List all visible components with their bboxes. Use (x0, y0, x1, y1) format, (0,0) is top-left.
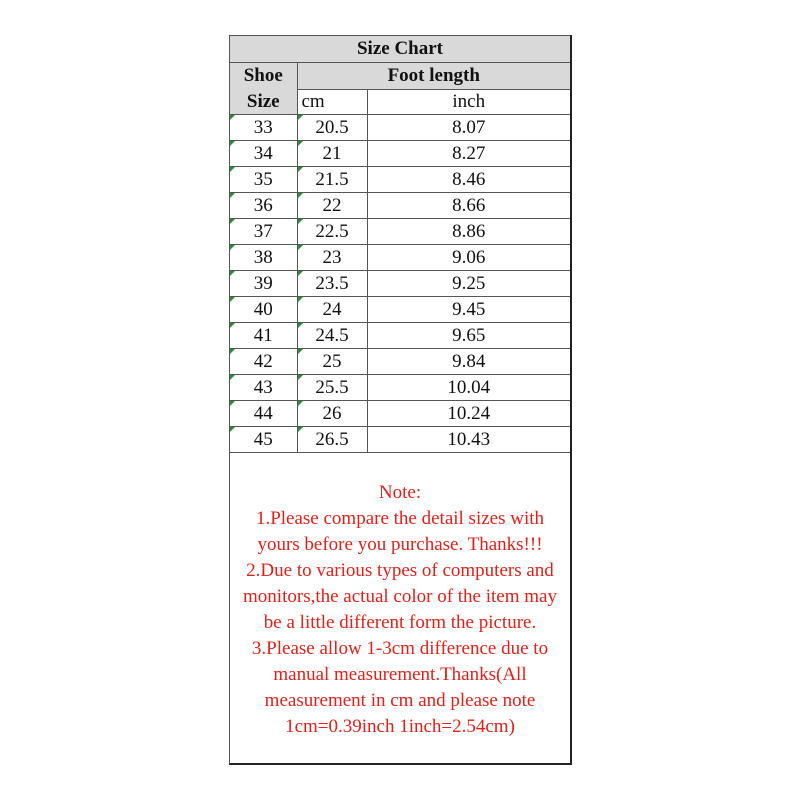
cell-value: 35 (253, 168, 273, 190)
cell-value: 24 (322, 298, 342, 320)
table-row (230, 349, 570, 375)
cell-value: 45 (253, 428, 273, 450)
cell-inch (367, 167, 570, 193)
cell-value: 34 (253, 142, 273, 164)
cell-value: 38 (253, 246, 273, 268)
cell-value: 9.25 (452, 272, 486, 294)
cell-value: 37 (253, 220, 273, 242)
size-chart (229, 35, 572, 765)
cell-cm (297, 271, 367, 297)
cell-value: 36 (253, 194, 273, 216)
cell-value: 8.46 (452, 168, 486, 190)
cell-inch (367, 219, 570, 245)
cell-value: 8.66 (452, 194, 486, 216)
cell-value: 43 (253, 376, 273, 398)
size-table (230, 35, 570, 453)
table-row (230, 115, 570, 141)
cell-marker (230, 297, 235, 302)
cell-marker (230, 401, 235, 406)
chart-title: Size Chart (230, 36, 570, 63)
cell-value: 20.5 (315, 116, 349, 138)
cell-marker (230, 193, 235, 198)
cell-marker (298, 167, 303, 172)
cell-size (230, 245, 297, 271)
table-row (230, 297, 570, 323)
note-line: 3.Please allow 1-3cm difference due to (251, 638, 549, 659)
table-row (230, 375, 570, 401)
cell-marker (298, 193, 303, 198)
cell-inch (367, 115, 570, 141)
cell-value: 22.5 (315, 220, 349, 242)
cell-size (230, 193, 297, 219)
unit-inch-header: inch (367, 90, 570, 115)
note-line: yours before you purchase. Thanks!!! (257, 534, 543, 555)
cell-marker (230, 245, 235, 250)
cell-value: 24.5 (315, 324, 349, 346)
cell-value: 25.5 (315, 376, 349, 398)
cell-cm (297, 401, 367, 427)
cell-inch (367, 245, 570, 271)
cell-size (230, 427, 297, 453)
cell-value: 33 (253, 116, 273, 138)
cell-size (230, 401, 297, 427)
cell-marker (298, 401, 303, 406)
cell-marker (230, 375, 235, 380)
foot-length-header: Foot length (297, 63, 570, 90)
cell-cm (297, 323, 367, 349)
cell-cm (297, 297, 367, 323)
note-line: measurement in cm and please note (264, 690, 536, 711)
cell-value: 10.24 (447, 402, 491, 424)
cell-marker (298, 115, 303, 120)
cell-value: 9.65 (452, 324, 486, 346)
cell-value: 10.04 (447, 376, 491, 398)
cell-cm (297, 115, 367, 141)
note-line: be a little different form the picture. (263, 612, 537, 633)
cell-value: 10.43 (447, 428, 491, 450)
cell-marker (298, 245, 303, 250)
table-row (230, 401, 570, 427)
table-row (230, 245, 570, 271)
cell-marker (298, 297, 303, 302)
cell-inch (367, 349, 570, 375)
cell-marker (230, 115, 235, 120)
cell-value: 40 (253, 298, 273, 320)
cell-cm (297, 141, 367, 167)
cell-value: 8.27 (452, 142, 486, 164)
cell-inch (367, 297, 570, 323)
cell-marker (298, 271, 303, 276)
shoe-header-line1: Shoe (230, 63, 297, 90)
cell-value: 21 (322, 142, 342, 164)
table-row (230, 219, 570, 245)
cell-marker (298, 141, 303, 146)
cell-value: 26 (322, 402, 342, 424)
cell-marker (298, 427, 303, 432)
cell-inch (367, 427, 570, 453)
cell-inch (367, 141, 570, 167)
note-block (230, 480, 570, 740)
cell-marker (298, 323, 303, 328)
cell-value: 41 (253, 324, 273, 346)
unit-row (230, 90, 570, 115)
cell-inch (367, 323, 570, 349)
table-row (230, 167, 570, 193)
cell-marker (230, 323, 235, 328)
note-line: 1.Please compare the detail sizes with (255, 508, 545, 529)
cell-value: 23.5 (315, 272, 349, 294)
table-row (230, 427, 570, 453)
cell-marker (298, 219, 303, 224)
cell-value: 25 (322, 350, 342, 372)
cell-value: 44 (253, 402, 273, 424)
cell-cm (297, 349, 367, 375)
cell-inch (367, 271, 570, 297)
cell-inch (367, 375, 570, 401)
cell-size (230, 141, 297, 167)
cell-inch (367, 193, 570, 219)
cell-marker (230, 427, 235, 432)
cell-cm (297, 167, 367, 193)
cell-value: 9.84 (452, 350, 486, 372)
cell-value: 22 (322, 194, 342, 216)
cell-size (230, 349, 297, 375)
cell-marker (230, 349, 235, 354)
cell-value: 39 (253, 272, 273, 294)
note-line: 1cm=0.39inch 1inch=2.54cm) (285, 716, 515, 737)
cell-cm (297, 245, 367, 271)
cell-inch (367, 401, 570, 427)
cell-size (230, 297, 297, 323)
note-line: 2.Due to various types of computers and (246, 560, 554, 581)
cell-size (230, 323, 297, 349)
note-line: monitors,the actual color of the item may (243, 586, 557, 607)
table-row (230, 141, 570, 167)
table-row (230, 323, 570, 349)
cell-size (230, 271, 297, 297)
cell-value: 8.86 (452, 220, 486, 242)
cell-cm (297, 427, 367, 453)
note-heading: Note: (378, 482, 422, 503)
cell-marker (298, 349, 303, 354)
table-row (230, 271, 570, 297)
cell-size (230, 167, 297, 193)
cell-size (230, 375, 297, 401)
cell-size (230, 115, 297, 141)
cell-marker (230, 219, 235, 224)
header-row (230, 63, 570, 90)
cell-marker (230, 167, 235, 172)
cell-value: 8.07 (452, 116, 486, 138)
unit-cm-header: cm (297, 90, 367, 115)
table-row (230, 193, 570, 219)
cell-value: 23 (322, 246, 342, 268)
cell-marker (230, 271, 235, 276)
shoe-header-line2: Size (230, 90, 297, 115)
cell-cm (297, 375, 367, 401)
cell-marker (230, 141, 235, 146)
cell-value: 42 (253, 350, 273, 372)
cell-cm (297, 193, 367, 219)
cell-value: 21.5 (315, 168, 349, 190)
cell-value: 9.45 (452, 298, 486, 320)
cell-value: 9.06 (452, 246, 486, 268)
cell-size (230, 219, 297, 245)
title-row (230, 36, 570, 63)
cell-marker (298, 375, 303, 380)
note-line: manual measurement.Thanks(All (273, 664, 527, 685)
cell-cm (297, 219, 367, 245)
cell-value: 26.5 (315, 428, 349, 450)
